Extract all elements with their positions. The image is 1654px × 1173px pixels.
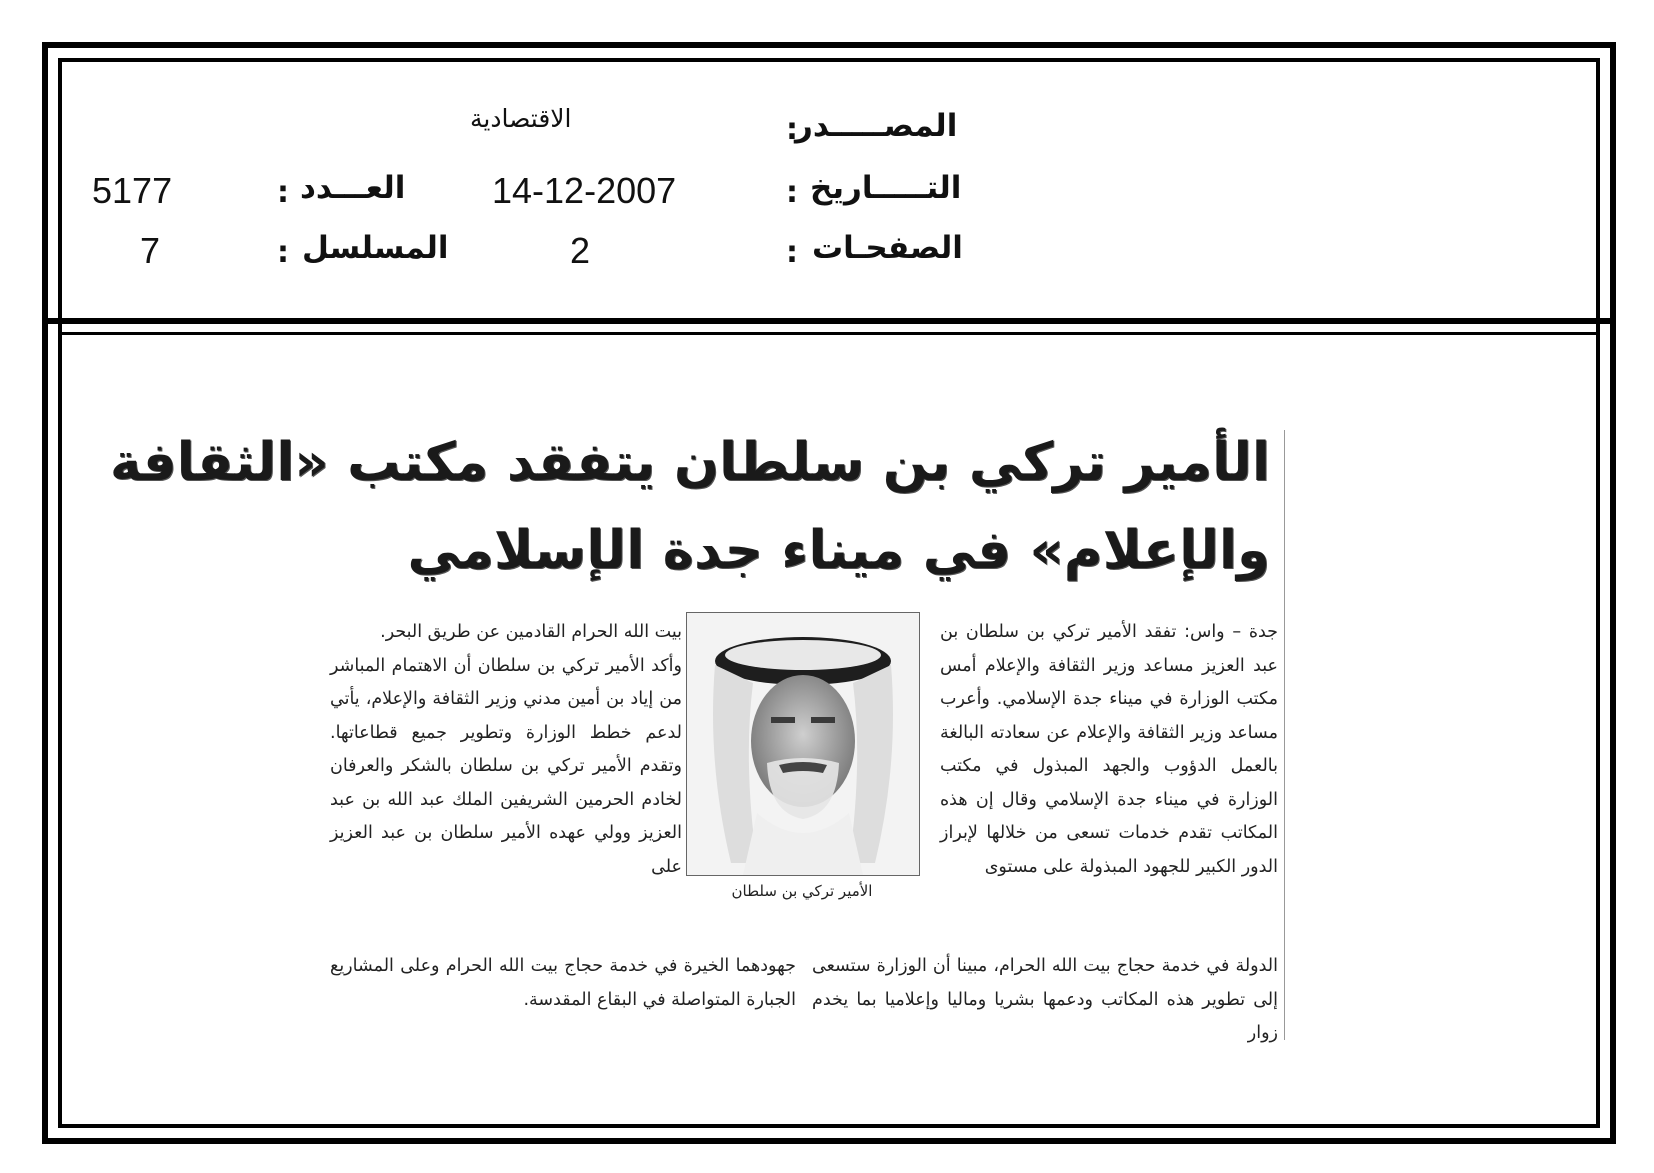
issue-label: العـــدد — [300, 170, 406, 206]
article-column-bottom-left — [330, 950, 796, 1017]
serial-label: المسلسل — [302, 230, 449, 266]
serial-value: 7 — [140, 230, 161, 271]
photo-caption: الأمير تركي بن سلطان — [731, 882, 873, 900]
headline-line-1: الأمير تركي بن سلطان يتفقد مكتب «الثقافة — [109, 432, 1270, 493]
date-colon: : — [786, 175, 798, 210]
source-colon: : — [786, 112, 798, 147]
article-paragraph: جدة – واس: تفقد الأمير تركي بن سلطان بن عبد العزيز مساعد وزير الثقافة والإعلام أمس مكتب الوزارة في ميناء جدة الإسلامي. وأعرب مساعد وزير الثقافة والإعلام عن سعادته البالغة بالعمل الدؤوب والجهد المبذول في مكتب الوزارة في ميناء جدة الإسلامي وقال إن هذه المكاتب تقدم خدمات تسعى من خلالها لإبراز الدور الكبير للجهود المبذولة على مستوى — [940, 622, 1278, 877]
pages-label: الصفحـات — [812, 230, 963, 266]
serial-colon: : — [277, 235, 289, 270]
article-column-bottom-right — [812, 950, 1278, 1051]
headline-line-2: والإعلام» في ميناء جدة الإسلامي — [407, 520, 1270, 581]
portrait-photo — [686, 612, 920, 876]
article-paragraph: الدولة في خدمة حجاج بيت الله الحرام، مبينا أن الوزارة ستسعى إلى تطوير هذه المكاتب ودعمها بشريا وماليا وإعلاميا بما يخدم زوار — [812, 956, 1278, 1043]
article-paragraph: وأكد الأمير تركي بن سلطان أن الاهتمام المباشر من إياد بن أمين مدني وزير الثقافة والإعلام، يأتي لدعم خطط الوزارة وتطوير جميع قطاعاتها. وتقدم الأمير تركي بن سلطان بالشكر والعرفان لخادم الحرمين الشريفين الملك عبد الله بن عبد العزيز وولي عهده الأمير سلطان بن عبد العزيز على — [330, 655, 682, 877]
article-paragraph: جهودهما الخيرة في خدمة حجاج بيت الله الحرام وعلى المشاريع الجبارة المتواصلة في البقاع المقدسة. — [330, 956, 796, 1010]
source-label: المصـــــدر — [795, 108, 958, 144]
header-divider — [42, 318, 1616, 324]
article-column-left — [330, 616, 682, 884]
header-divider-thin — [58, 332, 1600, 335]
article-column-right — [940, 616, 1278, 884]
date-value: 14-12-2007 — [492, 170, 677, 211]
pages-colon: : — [786, 235, 798, 270]
issue-value: 5177 — [92, 170, 173, 211]
source-value: الاقتصادية — [470, 104, 572, 133]
portrait-image — [687, 613, 919, 875]
issue-colon: : — [277, 175, 289, 210]
column-rule — [1284, 430, 1285, 1040]
date-label: التـــــاريخ — [810, 170, 962, 206]
pages-value: 2 — [570, 230, 591, 271]
article-paragraph: بيت الله الحرام القادمين عن طريق البحر. — [380, 622, 682, 642]
